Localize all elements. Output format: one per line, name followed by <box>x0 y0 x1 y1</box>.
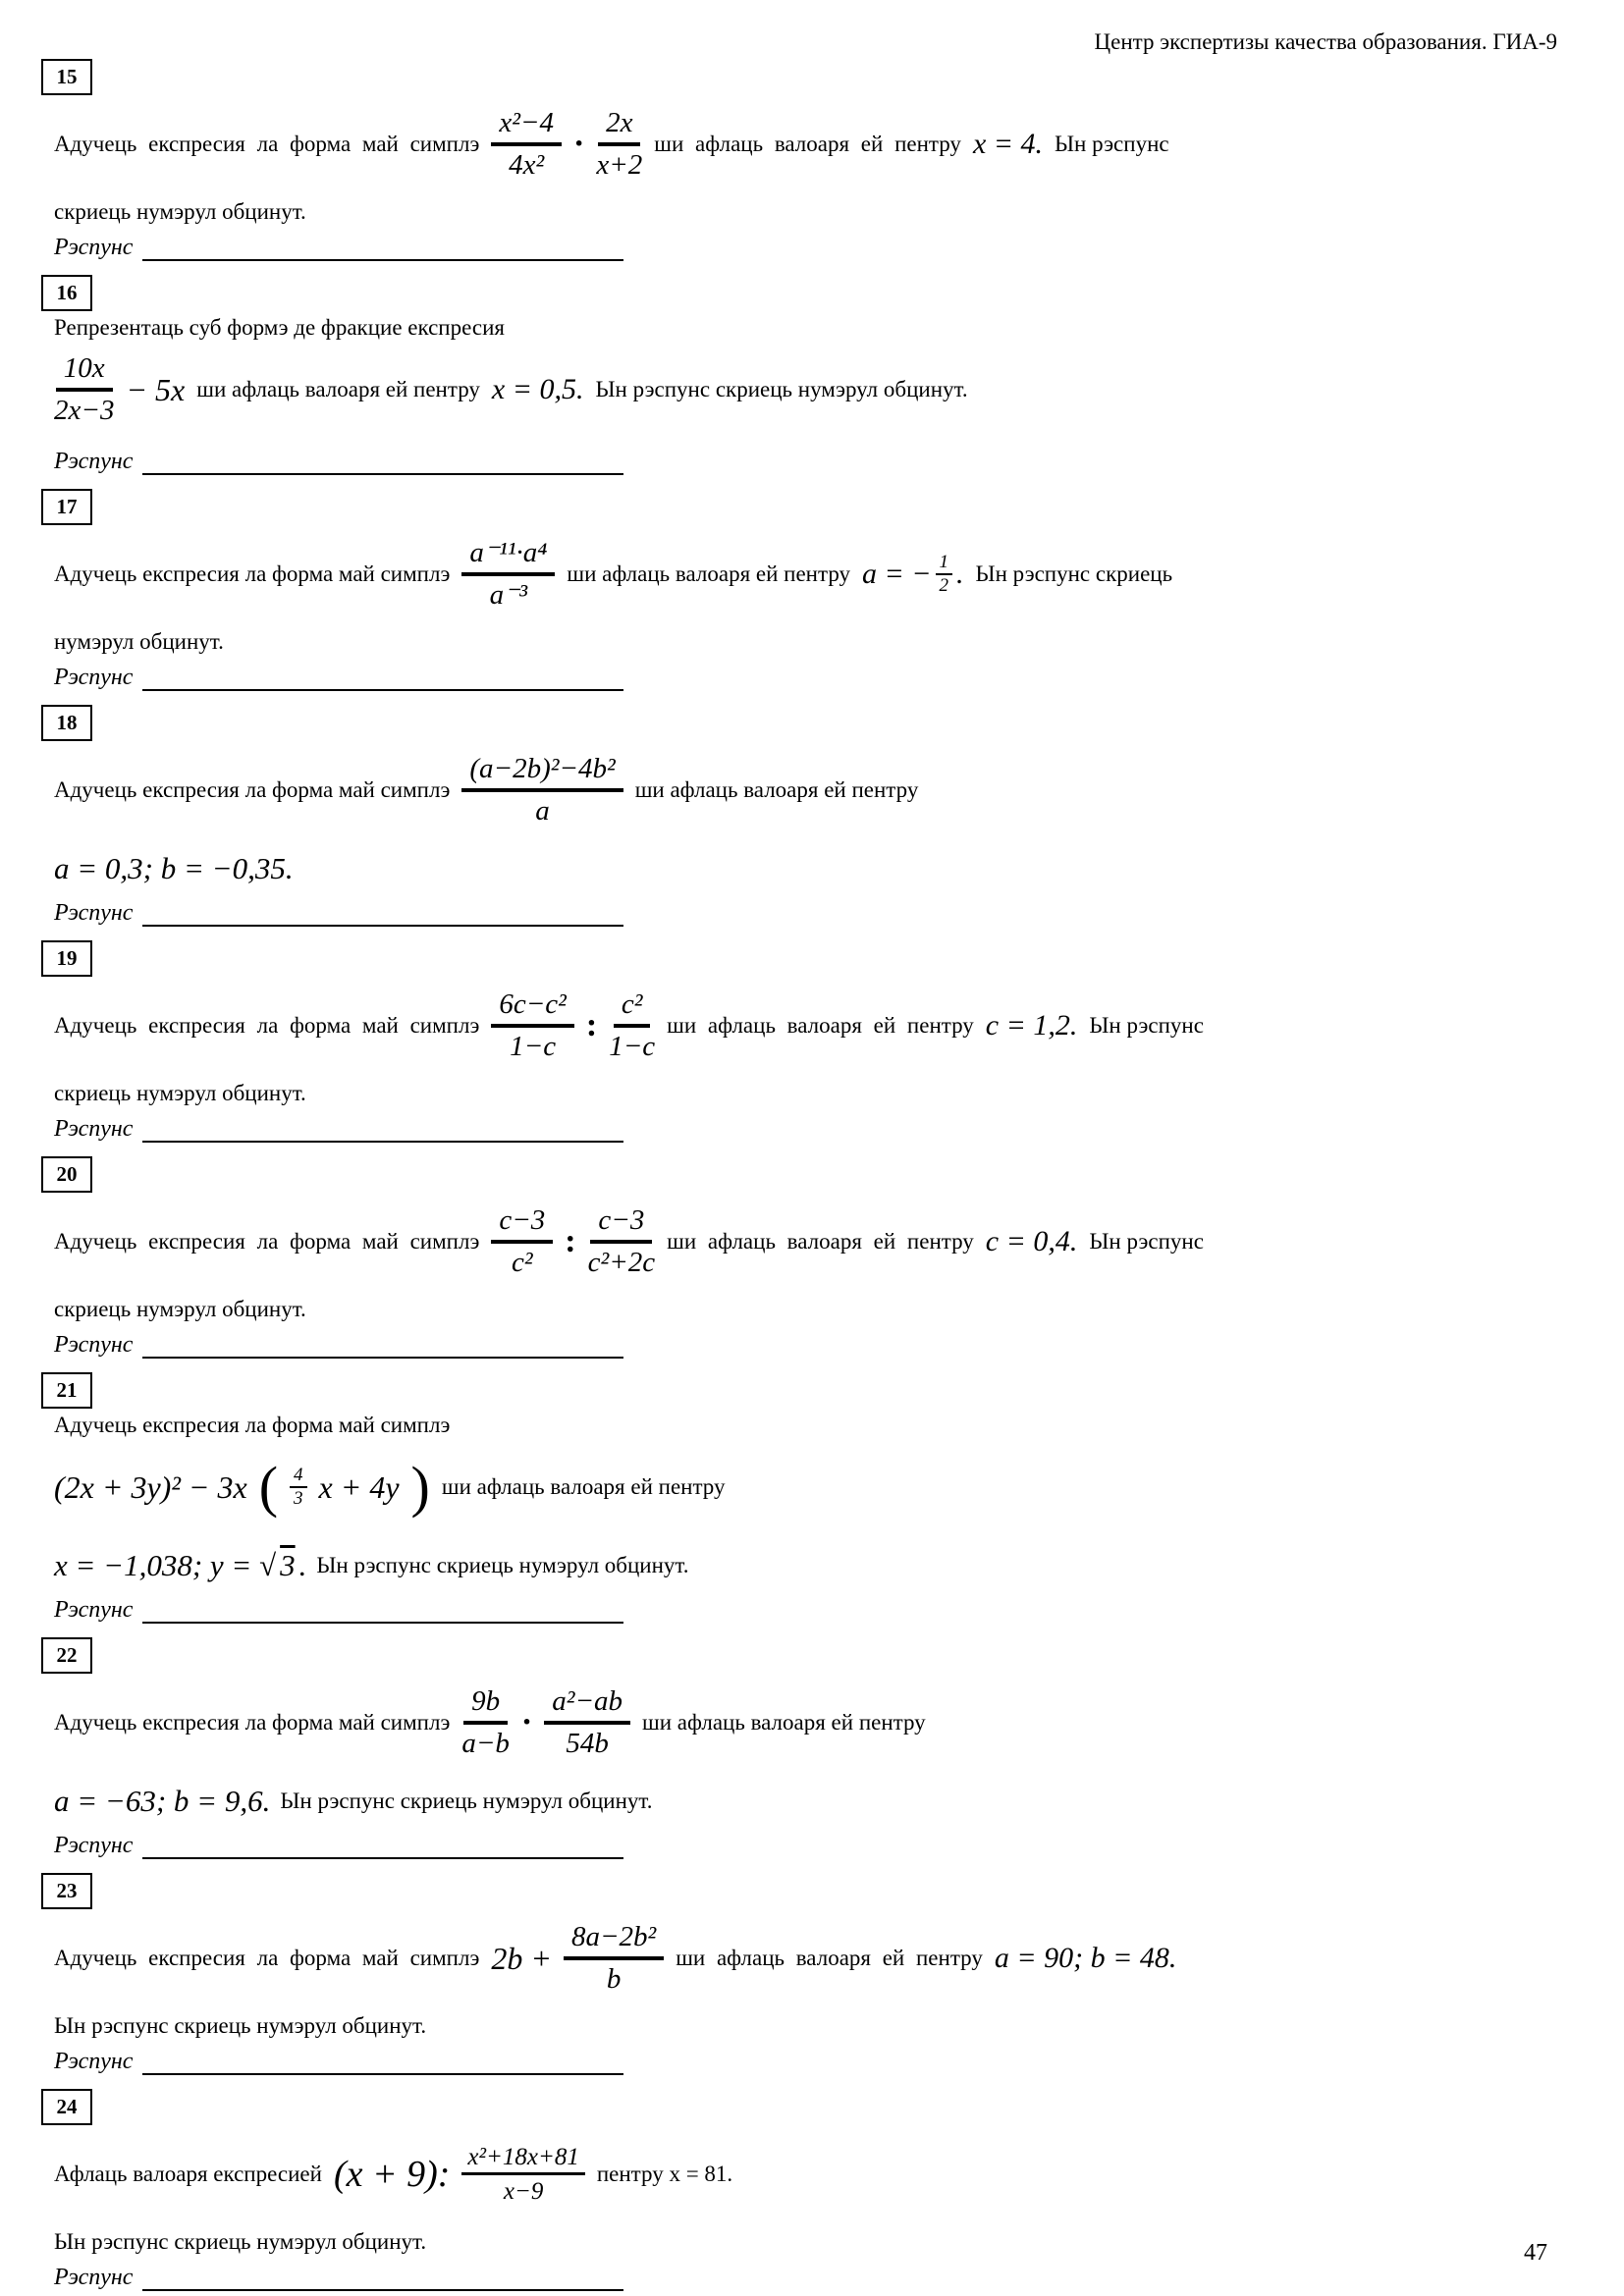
problem-23 <box>54 1873 1565 2075</box>
answer-blank-line <box>142 238 623 261</box>
value-prefix: x = −1,038; y = √ <box>54 1548 277 1582</box>
problem-statement <box>54 341 1565 439</box>
numerator: 6c−c² <box>491 988 574 1028</box>
lead-text: Адучець експресия ла форма май симплэ <box>54 1013 480 1038</box>
answer-line <box>54 1332 1565 1359</box>
tail-text: ши афлаць валоаря ей пентру <box>667 1013 974 1038</box>
problem-statement <box>54 1193 1565 1291</box>
tail-text: ши афлаць валоаря ей пентру <box>196 377 480 401</box>
denominator: 1−c <box>609 1031 656 1062</box>
fraction <box>461 537 555 613</box>
value-prefix: a = − <box>862 558 932 590</box>
tail-text: Ын рэспунс <box>1089 1229 1204 1254</box>
denominator: x−9 <box>503 2178 544 2205</box>
answer-line <box>54 1116 1565 1143</box>
numerator: a²−ab <box>544 1685 630 1725</box>
denominator: 1−c <box>510 1031 557 1062</box>
problem-19 <box>54 940 1565 1143</box>
lead-text: Адучець експресия ла форма май симплэ <box>54 777 451 802</box>
numerator: 1 <box>936 553 953 575</box>
fraction <box>54 352 114 428</box>
fraction <box>491 107 562 183</box>
numerator: 10x <box>56 352 113 392</box>
answer-line <box>54 900 1565 927</box>
answer-label: Рэспунс <box>54 2265 134 2290</box>
answer-line <box>54 2265 1565 2291</box>
problem-number-box <box>41 1372 92 1409</box>
denominator: a⁻³ <box>489 579 528 611</box>
lead-text: Адучець експресия ла форма май симплэ <box>54 132 480 156</box>
tail-text: ши афлаць валоаря ей пентру <box>634 777 919 802</box>
math-expression: x + 4y <box>318 1468 400 1505</box>
problem-15 <box>54 59 1565 261</box>
problem-17 <box>54 489 1565 691</box>
denominator: 54b <box>566 1728 609 1759</box>
problem-number-box <box>41 705 92 741</box>
denominator: 4x² <box>509 149 545 181</box>
variable-value: a = 90; b = 48. <box>994 1942 1177 1974</box>
tail-text: Ын рэспунс <box>1089 1013 1204 1038</box>
problem-number-box <box>41 2089 92 2125</box>
variable-value: x = 0,5. <box>491 373 584 405</box>
continuation-text: Ын рэспунс скриець нумэрул обцинут. <box>54 2013 427 2038</box>
continuation-text: скриець нумэрул обцинут. <box>54 1297 306 1321</box>
denominator: 2x−3 <box>54 395 115 426</box>
math-expression: − 5x <box>126 371 186 407</box>
tail-text: ши афлаць валоаря ей пентру <box>654 132 961 156</box>
problem-number: 16 <box>56 281 78 304</box>
answer-blank-line <box>142 667 623 691</box>
tail-text: Ын рэспунс скриець нумэрул обцинут. <box>316 1553 689 1577</box>
math-expression: (2x + 3y)² − 3x <box>54 1468 247 1505</box>
answer-line <box>54 665 1565 691</box>
math-expression: (x + 9): <box>333 2154 451 2195</box>
problem-statement <box>54 1438 1565 1536</box>
tail-text: Ын рэспунс скриець <box>975 561 1173 586</box>
page-number: 47 <box>1524 2240 1547 2266</box>
divide-operator: : <box>585 1007 598 1043</box>
continuation-text: скриець нумэрул обцинут. <box>54 1081 306 1105</box>
tail-text: пентру x = 81. <box>596 2162 733 2186</box>
variable-value <box>862 553 964 596</box>
numerator: 8a−2b² <box>564 1921 664 1960</box>
denominator: a−b <box>461 1728 510 1759</box>
answer-label: Рэспунс <box>54 1597 134 1623</box>
lead-text: Адучець експресия ла форма май симплэ <box>54 561 451 586</box>
variable-value: x = 4. <box>972 128 1043 160</box>
answer-line <box>54 235 1565 261</box>
problem-16 <box>54 275 1565 475</box>
answer-blank-line <box>142 1119 623 1143</box>
fraction <box>290 1466 307 1509</box>
tail-text: Ын рэспунс скриець нумэрул обцинут. <box>280 1789 653 1813</box>
denominator: 3 <box>294 1488 303 1509</box>
denominator: c²+2c <box>587 1247 656 1278</box>
math-expression: 2b + <box>491 1940 552 1976</box>
tail-text: ши афлаць валоаря ей пентру <box>667 1229 974 1254</box>
answer-blank-line <box>142 903 623 927</box>
problem-number: 22 <box>56 1643 78 1667</box>
problem-statement <box>54 977 1565 1075</box>
problem-number: 15 <box>56 65 78 88</box>
problem-number: 24 <box>56 2095 78 2118</box>
lead-text: Афлаць валоаря експресией <box>54 2162 322 2186</box>
numerator: 4 <box>290 1466 307 1488</box>
tail-text: ши афлаць валоаря ей пентру <box>676 1946 983 1970</box>
answer-label: Рэспунс <box>54 2049 134 2074</box>
problem-statement <box>54 741 1565 839</box>
answer-label: Рэспунс <box>54 900 134 926</box>
answer-blank-line <box>142 1836 623 1859</box>
problem-number: 23 <box>56 1879 78 1902</box>
value-suffix: . <box>298 1548 307 1582</box>
numerator: c−3 <box>590 1204 652 1244</box>
problem-statement <box>54 1674 1565 1772</box>
problem-20 <box>54 1156 1565 1359</box>
fraction <box>544 1685 630 1761</box>
denominator: a <box>535 795 550 827</box>
numerator: x²−4 <box>491 107 562 146</box>
fraction <box>461 2144 584 2206</box>
lead-text: Репрезентаць суб формэ де фракцие експресия <box>54 315 505 340</box>
problem-number: 17 <box>56 495 78 518</box>
variable-value: c = 0,4. <box>985 1225 1078 1257</box>
radicand: 3 <box>280 1548 296 1582</box>
problem-number-box <box>41 275 92 311</box>
answer-label: Рэспунс <box>54 1116 134 1142</box>
tail-text: ши афлаць валоаря ей пентру <box>642 1710 926 1735</box>
fraction <box>609 988 655 1064</box>
answer-label: Рэспунс <box>54 665 134 690</box>
variable-values <box>54 1548 306 1583</box>
variable-value: c = 1,2. <box>985 1009 1078 1041</box>
continuation-text: скриець нумэрул обцинут. <box>54 199 306 224</box>
problem-number-box <box>41 1637 92 1674</box>
problem-statement <box>54 1909 1565 2007</box>
numerator: (a−2b)²−4b² <box>461 753 623 792</box>
tail-text: ши афлаць валоаря ей пентру <box>567 561 851 586</box>
denominator: c² <box>512 1247 533 1278</box>
fraction <box>491 988 574 1064</box>
problem-number-box <box>41 940 92 977</box>
problem-number: 19 <box>56 946 78 970</box>
multiply-operator: · <box>520 1704 533 1740</box>
problem-18 <box>54 705 1565 927</box>
answer-blank-line <box>142 2052 623 2075</box>
lead-text: Адучець експресия ла форма май симплэ <box>54 1946 480 1970</box>
condition-line <box>54 847 1565 890</box>
numerator: 2x <box>598 107 640 146</box>
problem-24 <box>54 2089 1565 2291</box>
lead-text: Адучець експресия ла форма май симплэ <box>54 1229 480 1254</box>
fraction <box>564 1921 664 1997</box>
condition-line <box>54 1780 1565 1823</box>
problem-number-box <box>41 59 92 95</box>
answer-line <box>54 1597 1565 1624</box>
fraction <box>461 1685 510 1761</box>
problem-statement <box>54 525 1565 623</box>
problem-number: 21 <box>56 1378 78 1402</box>
numerator: 9b <box>463 1685 508 1725</box>
answer-line <box>54 1833 1565 1859</box>
continuation-text: нумэрул обцинут. <box>54 629 224 654</box>
fraction <box>461 753 623 828</box>
denominator: b <box>606 1963 622 1995</box>
answer-blank-line <box>142 1600 623 1624</box>
tail-text: Ын рэспунс скриець нумэрул обцинут. <box>595 377 968 401</box>
problem-number-box <box>41 1156 92 1193</box>
condition-line <box>54 1544 1565 1587</box>
fraction <box>936 553 953 596</box>
fraction <box>588 1204 656 1280</box>
multiply-operator: · <box>572 126 585 162</box>
answer-line <box>54 449 1565 475</box>
problem-statement <box>54 2125 1565 2223</box>
fraction <box>596 107 642 183</box>
denominator: 2 <box>939 575 949 596</box>
lead-text: Адучець експресия ла форма май симплэ <box>54 1710 451 1735</box>
open-paren: ( <box>258 1454 279 1519</box>
problem-21 <box>54 1372 1565 1624</box>
answer-blank-line <box>142 2268 623 2291</box>
numerator: c−3 <box>491 1204 553 1244</box>
answer-label: Рэспунс <box>54 1332 134 1358</box>
numerator: x²+18x+81 <box>461 2144 584 2176</box>
problem-number: 18 <box>56 711 78 734</box>
numerator: a⁻¹¹·a⁴ <box>461 537 555 576</box>
problem-22 <box>54 1637 1565 1859</box>
fraction <box>491 1204 553 1280</box>
answer-blank-line <box>142 1335 623 1359</box>
page-header: Центр экспертизы качества образования. ГИА-9 <box>1094 29 1557 54</box>
tail-text: ши афлаць валоаря ей пентру <box>441 1474 726 1499</box>
value-suffix: . <box>956 558 964 590</box>
answer-label: Рэспунс <box>54 1833 134 1858</box>
variable-values: a = −63; b = 9,6. <box>54 1784 271 1818</box>
answer-label: Рэспунс <box>54 449 134 474</box>
problem-statement <box>54 95 1565 193</box>
problem-number-box <box>41 489 92 525</box>
denominator: x+2 <box>596 149 643 181</box>
lead-text: Адучець експресия ла форма май симплэ <box>54 1413 451 1437</box>
variable-values: a = 0,3; b = −0,35. <box>54 851 294 885</box>
problem-number: 20 <box>56 1162 78 1186</box>
continuation-text: Ын рэспунс скриець нумэрул обцинут. <box>54 2229 427 2254</box>
answer-blank-line <box>142 452 623 475</box>
close-paren: ) <box>410 1454 430 1519</box>
problem-number-box <box>41 1873 92 1909</box>
answer-line <box>54 2049 1565 2075</box>
tail-text: Ын рэспунс <box>1055 132 1169 156</box>
divide-operator: : <box>565 1223 576 1259</box>
answer-label: Рэспунс <box>54 235 134 260</box>
numerator: c² <box>614 988 651 1028</box>
